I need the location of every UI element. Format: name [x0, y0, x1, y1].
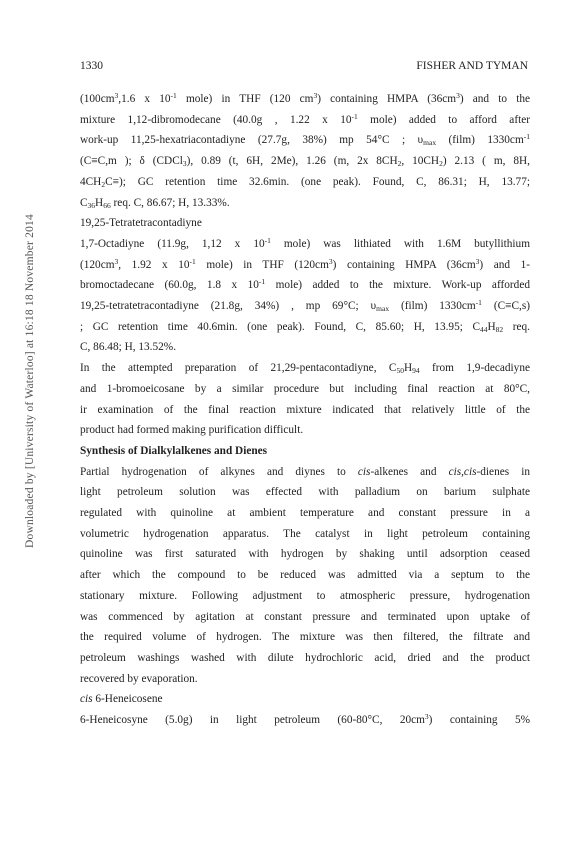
- text-line: work-up 11,25-hexatriacontadiyne (27.7g, 38%) mp 54°C ; $\upsilon_{max}$ (film) $1330cm^{-1}$: [80, 132, 530, 148]
- text-line: ; GC retention time 40.6min. (one peak). Found, C, 85.60; H, 13.95; $C_{44}H_{82}$ req.: [80, 320, 530, 334]
- text-line: petroleum washings washed with dilute hydrochloric acid, dried and the product: [80, 651, 530, 664]
- page-header: [80, 60, 528, 72]
- text-line: ($120cm^3$, 1.92 x $10^{-1}$ mole) in THF $(120cm^3)$ containing HMPA $(36cm^3)$ and 1-: [80, 256, 531, 271]
- compound-title: cis 6-Heneicosene: [80, 693, 163, 706]
- article-body: [80, 89, 530, 731]
- download-watermark: Downloaded by [University of Waterloo] at 16:18 18 November 2014: [24, 214, 36, 548]
- page-number: 1330: [80, 60, 103, 72]
- text-line: mixture 1,12-dibromodecane (40.0g , 1.22 x $10^{-1}$ mole) added to afford after: [80, 111, 530, 126]
- text-line: was commenced by agitation at constant pressure and terminated upon uptake of: [80, 610, 530, 623]
- text-line: light petroleum solution was effected with palladium on barium sulphate: [80, 486, 530, 499]
- text-line: $4CH_2C\equiv$); GC retention time 32.6min. (one peak). Found, C, 86.31; H, 13.77;: [80, 175, 530, 189]
- text-line: recovered by evaporation.: [80, 672, 198, 685]
- compound-title: 19,25-Tetratetracontadiyne: [80, 217, 202, 230]
- text-line: 1,7-Octadiyne (11.9g, 1,12 x $10^{-1}$ mole) was lithiated with 1.6M butyllithium: [80, 235, 530, 250]
- section-heading: Synthesis of Dialkylalkenes and Dienes: [80, 444, 268, 457]
- text-line: C, 86.48; H, 13.52%.: [80, 341, 177, 354]
- text-line: quinoline was first saturated with hydrogen by shaking until adsorption ceased: [80, 548, 530, 561]
- text-line: product had formed making purification difficult.: [80, 424, 304, 437]
- running-title: FISHER AND TYMAN: [416, 60, 528, 72]
- text-line: 19,25-tetratetracontadiyne (21.8g, 34%) , mp 69°C; $\upsilon_{max}$ (film) $1330cm^{-1}$ (C≡C,s): [80, 298, 531, 314]
- text-line: after which the compound to be reduced was admitted via a septum to the: [80, 569, 530, 582]
- text-line: (C≡C,m ); δ (CDCl$_3$), 0.89 (t, 6H, 2Me), 1.26 (m, 2x $8CH_2$, $10CH_2$) 2.13 ( m, 8H,: [80, 155, 530, 169]
- text-line: Partial hydrogenation of alkynes and diynes to cis-alkenes and cis,cis-dienes in: [80, 465, 530, 478]
- text-line: volumetric hydrogenation apparatus. The catalyst in light petroleum containing: [80, 527, 530, 540]
- text-line: the required volume of hydrogen. The mixture was then filtered, the filtrate and: [80, 631, 530, 644]
- text-line: bromoctadecane (60.0g, 1.8 x $10^{-1}$ mole) added to the mixture. Work-up afforded: [80, 277, 530, 292]
- text-line: and 1-bromoeicosane by a similar procedure but including final reaction at 80°C,: [80, 382, 530, 395]
- text-line: In the attempted preparation of 21,29-pentacontadiyne, $C_{50}H_{94}$ from 1,9-decadiyne: [80, 362, 530, 376]
- text-line: regulated with quinoline at ambient temperature and constant pressure in a: [80, 507, 530, 520]
- text-line: ($100cm^3,1.6$ x $10^{-1}$ mole) in THF (120 $cm^3$) containing HMPA $(36cm^3)$ and to the: [80, 91, 531, 105]
- text-line: stationary mixture. Following adjustment to atmospheric pressure, hydrogenation: [80, 589, 530, 602]
- text-line: $C_{36}H_{66}$ req. C, 86.67; H, 13.33%.: [80, 196, 230, 210]
- text-line: 6-Heneicosyne (5.0g) in light petroleum (60-80°C, $20cm^3$) containing 5%: [80, 712, 531, 727]
- text-line: ir examination of the final reaction mixture indicated that relatively little of the: [80, 403, 530, 416]
